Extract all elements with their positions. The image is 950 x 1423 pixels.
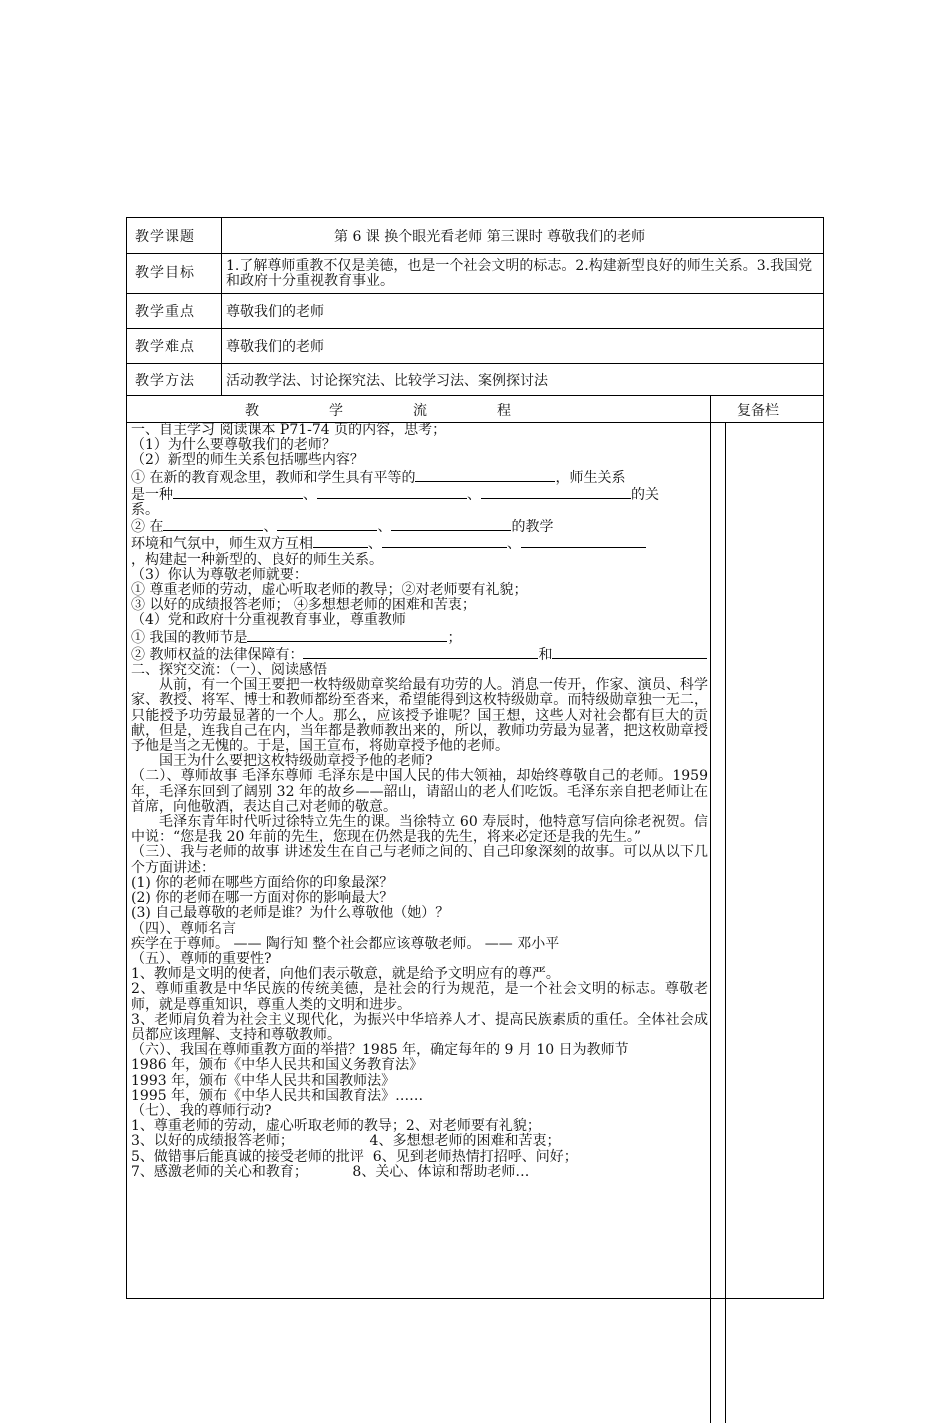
self-study-heading: 一、自主学习 阅读课本 P71-74 页的内容，思考； [131,422,447,438]
label-topic: 教学课题 [127,218,222,254]
answer-blank[interactable] [382,535,507,548]
teacher-story-heading: （三）、我与老师的故事 讲述发生在自己与老师之间的、自己印象深刻的故事。可以从以下几个方面讲述： [131,844,708,876]
answer-blank[interactable] [313,535,368,548]
teaching-flow-body [127,423,823,1423]
measures-item: 1995 年，颁布《中华人民共和国教育法》…… [131,1087,424,1104]
flow-title-char: 教 [245,403,259,419]
answer-blank[interactable] [317,486,467,499]
review-column [711,423,823,1423]
answer-blank[interactable] [173,486,303,499]
measures-heading: （六）、我国在尊师重教方面的举措？1985 年，确定每年的 9 月 10 日为教师节 [131,1042,629,1059]
fill-text: 环境和气氛中，师生双方互相 [131,536,313,553]
lesson-meta-table [127,218,823,396]
answer-blank[interactable] [391,518,511,531]
fill-text: ； [447,629,462,646]
fill-text: ② 教师权益的法律保障有： [131,646,304,663]
fill-text: 、 [303,486,317,503]
importance-item: 2、尊师重教是中华民族的传统美德，是社会的行为规范，是一个社会文明的标志。尊敬老师，就是尊重知识，尊重人类的文明和进步。 [131,981,708,1013]
fill-text: 、 [377,519,392,536]
question-3: （3）你认为尊敬老师就要： [131,566,308,583]
row-topic [127,218,823,254]
explore-heading: 二、探究交流：（一）、阅读感悟 [131,662,327,679]
actions-item: 3、以好的成绩报答老师； 4、多想想老师的困难和苦衷； [131,1133,561,1150]
fill-line [131,535,708,552]
fill-text: 是一种 [131,486,173,503]
actions-item: 1、尊重老师的劳动，虚心听取老师的教导；2、对老师要有礼貌； [131,1118,541,1135]
answer-blank[interactable] [481,486,631,499]
label-key-points: 教学重点 [127,294,222,329]
answer-line: ③ 以好的成绩报答老师； ④多想想老师的困难和苦衷； [131,597,476,614]
fill-text: 、 [263,519,278,536]
answer-blank[interactable] [303,646,538,659]
mao-letter-story: 毛泽东青年时代听过徐特立先生的课。当徐特立 60 寿辰时，他特意写信向徐老祝贺。信中说：“您是我 20 年前的先生，您现在仍然是我的先生，将来必定还是我的先生。” [131,814,708,846]
review-column-divider [711,423,726,1423]
teaching-flow-content [127,423,711,1423]
value-methods: 活动教学法、讨论探究法、比较学习法、案例探讨法 [222,364,824,396]
quotes-line: 疾学在于尊师。 —— 陶行知 整个社会都应该尊敬老师。 —— 邓小平 [131,935,560,952]
answer-blank[interactable] [415,469,555,482]
mao-story: （二）、尊师故事 毛泽东尊师 毛泽东是中国人民的伟大领袖，却始终尊敬自己的老师。1959 年，毛泽东回到了阔别 32 年的故乡——韶山，请韶山的老人们吃饭。毛泽东亲自把老师让在首席，向他敬酒，表达自己对老师的敬意。 [131,768,708,815]
fill-text: 的关 [631,486,659,503]
value-key-points: 尊敬我们的老师 [222,294,824,329]
fill-line: 系。 [131,502,159,519]
label-methods: 教学方法 [127,364,222,396]
actions-heading: （七）、我的尊师行动? [131,1102,272,1119]
teaching-flow-header [127,396,823,423]
fill-text: ，师生关系 [555,469,626,486]
row-methods [127,364,823,396]
row-key-points [127,294,823,329]
answer-blank[interactable] [552,646,707,659]
question-2: （2）新型的师生关系包括哪些内容？ [131,452,364,469]
importance-item: 1、教师是文明的使者，向他们表示敬意，就是给予文明应有的尊严。 [131,966,560,983]
actions-item: 5、做错事后能真诚的接受老师的批评 6、见到老师热情打招呼、问好； [131,1148,578,1165]
row-objectives [127,254,823,294]
fill-line [131,646,708,663]
value-topic: 第 6 课 换个眼光看老师 第三课时 尊敬我们的老师 [222,218,824,254]
review-column-title: 复备栏 [737,403,779,419]
teacher-story-item: (1) 你的老师在哪些方面给你的印象最深？ [131,874,394,891]
fill-text: 、 [368,536,382,553]
row-difficulties [127,329,823,364]
answer-blank[interactable] [277,518,377,531]
flow-title-char: 程 [497,403,511,419]
flow-title-char: 流 [413,403,427,419]
flow-title [127,396,711,422]
flow-title-char: 学 [329,403,343,419]
actions-item: 7、感激老师的关心和教育； 8、关心、体谅和帮助老师… [131,1163,530,1180]
fill-line [131,629,708,646]
label-objectives: 教学目标 [127,254,222,294]
fill-text: ① 在新的教育观念里，教师和学生具有平等的 [131,469,416,486]
fill-line [131,486,708,503]
answer-blank[interactable] [247,629,447,642]
fill-line [131,469,708,486]
fill-text: 、 [507,536,521,553]
importance-item: 3、老师肩负着为社会主义现代化，为振兴中华培养人才、提高民族素质的重任。全体社会成员都应该理解、支持和尊敬教师。 [131,1011,708,1043]
fill-text: 的教学 [511,519,554,536]
lesson-plan-table [126,217,824,1299]
teacher-story-item: (3) 自己最尊敬的老师是谁？为什么尊敬他（她）？ [131,905,450,922]
fill-line [131,518,708,535]
answer-blank[interactable] [521,535,646,548]
answer-blank[interactable] [163,518,263,531]
measures-item: 1986 年，颁布《中华人民共和国义务教育法》 [131,1057,424,1074]
question-1: （1）为什么要尊敬我们的老师？ [131,437,336,454]
quotes-heading: （四）、尊师名言 [131,920,236,937]
answer-line: ① 尊重老师的劳动，虚心听取老师的教导；②对老师要有礼貌； [131,582,528,599]
question-4: （4）党和政府十分重视教育事业，尊重教师 [131,612,406,629]
king-story: 从前，有一个国王要把一枚特级勋章奖给最有功劳的人。消息一传开，作家、演员、科学家、教授、将军、博士和教师都纷至沓来，希望能得到这枚特级勋章。而特级勋章独一无二，只能授予功劳最显著的一个人。那么，应该授予谁呢？国王想，这些人对社会都有巨大的贡献，但是，连我自己在内，当年都是教师教出来的，所以，教师功劳最为显著，把这枚勋章授予他是当之无愧的。于是，国王宣布，将勋章授予他的老师。 [131,677,708,755]
fill-text: 和 [538,646,553,663]
fill-line: ，构建起一种新型的、良好的师生关系。 [131,551,383,568]
label-difficulties: 教学难点 [127,329,222,364]
teacher-story-item: (2) 你的老师在哪一方面对你的影响最大？ [131,890,394,907]
measures-item: 1993 年，颁布《中华人民共和国教师法》 [131,1072,396,1089]
value-difficulties: 尊敬我们的老师 [222,329,824,364]
king-question: 国王为什么要把这枚特级勋章授予他的老师? [159,753,433,770]
fill-text: 、 [467,486,481,503]
importance-heading: （五）、尊师的重要性? [131,950,272,967]
value-objectives: 1.了解尊师重教不仅是美德，也是一个社会文明的标志。2.构建新型良好的师生关系。3.我国党和政府十分重视教育事业。 [222,254,824,294]
fill-text: ② 在 [131,519,164,536]
fill-text: ① 我国的教师节是 [131,629,248,646]
